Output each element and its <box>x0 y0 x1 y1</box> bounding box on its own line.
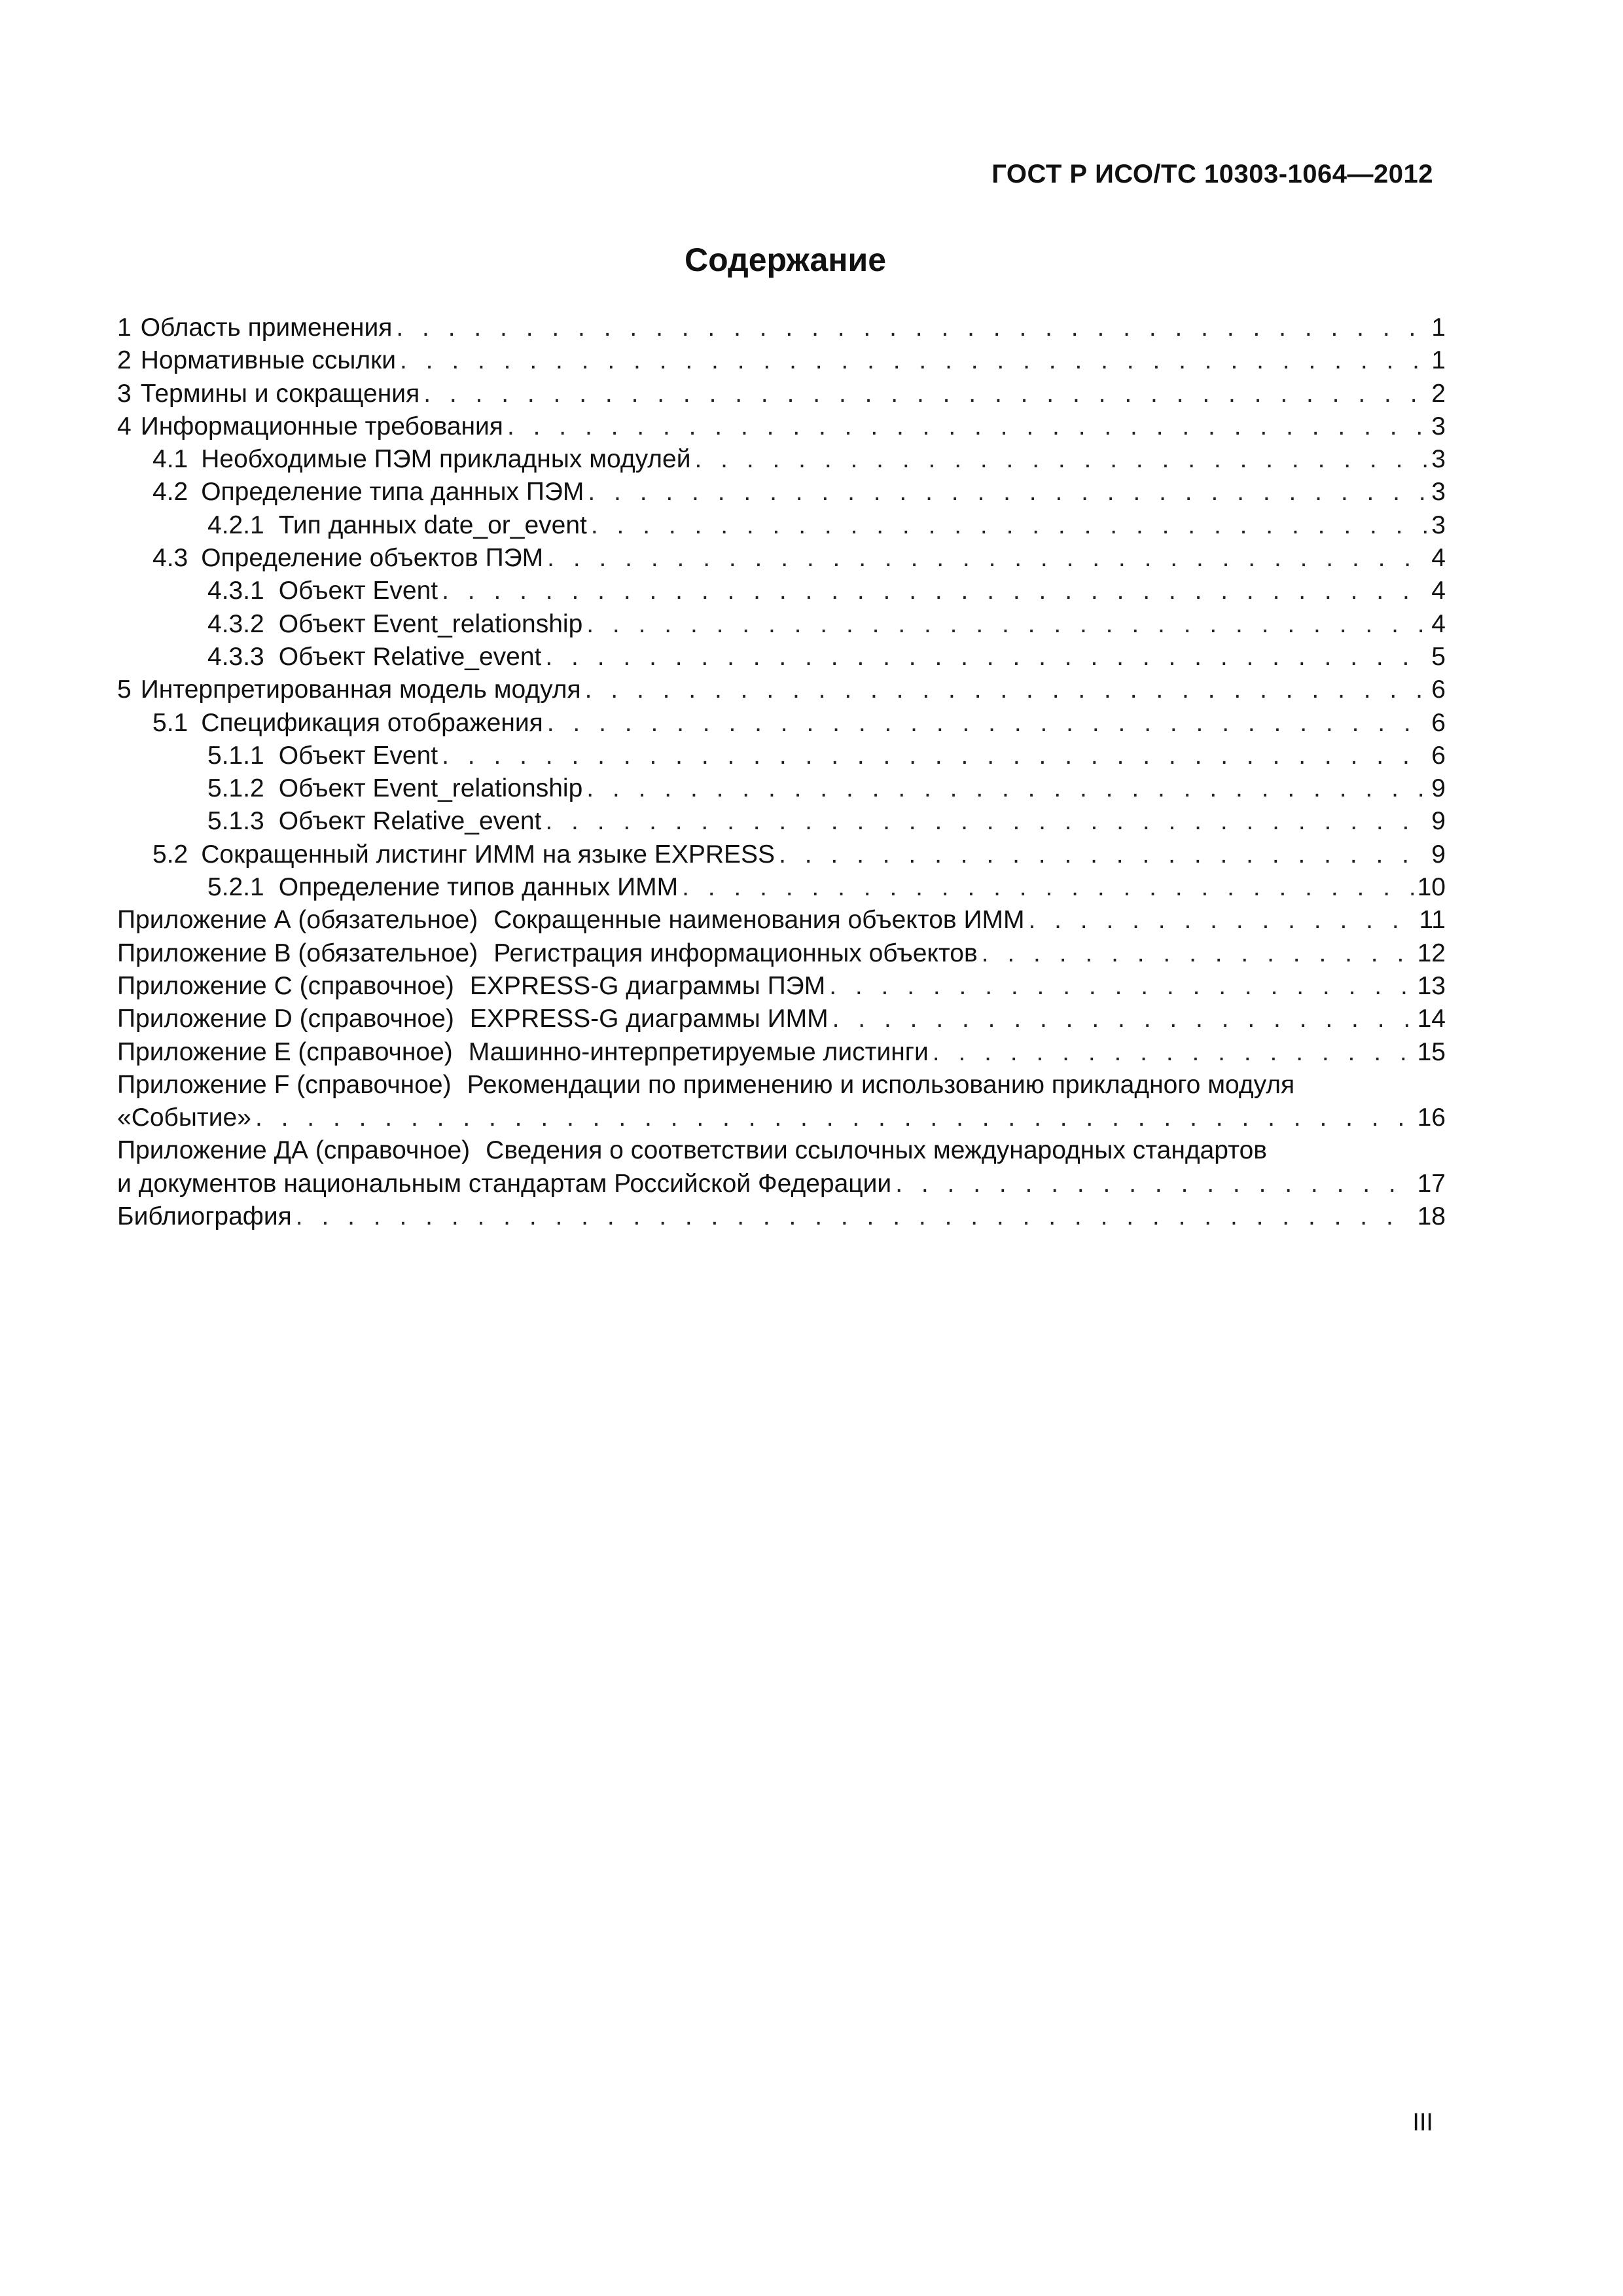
annex-label: Приложение F (справочное) <box>117 1070 452 1099</box>
dot-leader <box>682 871 1414 904</box>
toc-entry-page: 6 <box>1431 675 1446 704</box>
toc-entry-title: Информационные требования <box>140 412 503 440</box>
toc-entry-page: 9 <box>1431 774 1446 803</box>
toc-entry-title: Определение типа данных ПЭМ <box>201 478 584 507</box>
toc-annex <box>117 970 1446 1003</box>
toc-entry-number: 1 <box>117 314 132 342</box>
dot-leader <box>507 410 1427 443</box>
toc-annex-continuation <box>117 1168 1446 1200</box>
annex-page: 15 <box>1417 1037 1446 1066</box>
toc-entry-page: 3 <box>1431 478 1446 507</box>
toc-entry-page: 9 <box>1431 807 1446 836</box>
toc-entry-number: 5.2 <box>152 840 188 869</box>
toc-entry <box>117 443 1446 476</box>
toc-entry-number: 3 <box>117 379 132 408</box>
page-number: III <box>1412 2109 1433 2136</box>
toc-entry-title: Сокращенный листинг ИММ на языке EXPRESS <box>201 840 776 869</box>
toc-entry-number: 4.3 <box>152 544 188 573</box>
toc-entry <box>117 772 1446 805</box>
annex-label: Приложение ДА (справочное) <box>117 1136 471 1165</box>
toc-entry-number: 4.1 <box>152 445 188 474</box>
toc-entry-number: 2 <box>117 346 132 375</box>
dot-leader <box>545 805 1427 838</box>
dot-leader <box>442 575 1427 607</box>
toc-entry-page: 4 <box>1431 609 1446 638</box>
table-of-contents <box>117 312 1446 1233</box>
annex-title: Сокращенные наименования объектов ИММ <box>493 906 1025 935</box>
annex-title: EXPRESS-G диаграммы ИММ <box>469 1005 829 1033</box>
dot-leader <box>547 542 1427 575</box>
toc-entry-title: Область применения <box>140 314 393 342</box>
toc-entry-title: Интерпретированная модель модуля <box>140 675 581 704</box>
toc-entry-title: Тип данных date_or_event <box>278 511 587 539</box>
toc-entry-number: 4.3.2 <box>207 609 264 638</box>
dot-leader <box>694 443 1427 476</box>
toc-entry <box>117 476 1446 509</box>
annex-title-continued: «Событие» <box>117 1103 251 1132</box>
toc-entry-number: 5.2.1 <box>207 873 264 902</box>
toc-entry-number: 5.1.2 <box>207 774 264 803</box>
toc-entry <box>117 378 1446 410</box>
annex-page: 13 <box>1417 971 1446 1000</box>
annex-page: 12 <box>1417 939 1446 967</box>
annex-title: Сведения о соответствии ссылочных международных стандартов <box>486 1136 1267 1165</box>
dot-leader <box>779 838 1427 871</box>
toc-entry <box>117 608 1446 641</box>
toc-entry <box>117 509 1446 542</box>
dot-leader <box>933 1036 1414 1069</box>
toc-entry-number: 4.3.1 <box>207 577 264 605</box>
annex-title: Машинно-интерпретируемые листинги <box>468 1037 929 1066</box>
toc-entry-title: Спецификация отображения <box>201 708 543 737</box>
toc-entry-title: Объект Relative_event <box>278 807 542 836</box>
toc-entry-title: Определение объектов ПЭМ <box>201 544 544 573</box>
toc-entry-number: 4.2 <box>152 478 188 507</box>
toc-annex <box>117 937 1446 970</box>
annex-label: Приложение А (обязательное) <box>117 906 478 935</box>
toc-entry <box>117 740 1446 772</box>
toc-entry-page: 6 <box>1431 741 1446 770</box>
annex-title: Рекомендации по применению и использованию прикладного модуля <box>467 1070 1295 1099</box>
toc-entry <box>117 673 1446 706</box>
dot-leader <box>586 608 1427 641</box>
dot-leader <box>591 509 1427 542</box>
toc-entry-number: 5.1 <box>152 708 188 737</box>
annex-label: Приложение С (справочное) <box>117 971 454 1000</box>
toc-entry <box>117 805 1446 838</box>
toc-entry-page: 1 <box>1431 346 1446 375</box>
dot-leader <box>585 673 1427 706</box>
toc-entry-number: 5.1.3 <box>207 807 264 836</box>
dot-leader <box>255 1102 1414 1134</box>
toc-entry-page: 1 <box>1431 314 1446 342</box>
toc-entry-page: 6 <box>1431 708 1446 737</box>
toc-entry-number: 4 <box>117 412 132 440</box>
toc-entry <box>117 641 1446 673</box>
toc-annex-continuation <box>117 1102 1446 1134</box>
toc-entry-number: 4.3.3 <box>207 642 264 671</box>
toc-title: Содержание <box>684 242 887 278</box>
toc-entry-page: 4 <box>1431 544 1446 573</box>
dot-leader <box>396 312 1427 344</box>
toc-entry-page: 3 <box>1431 412 1446 440</box>
annex-page: 11 <box>1419 906 1446 935</box>
dot-leader <box>982 937 1414 970</box>
bibliography-title: Библиография <box>117 1202 292 1231</box>
toc-entry-page: 3 <box>1431 511 1446 539</box>
annex-label: Приложение Е (справочное) <box>117 1037 453 1066</box>
toc-entry-number: 5 <box>117 675 132 704</box>
dot-leader <box>832 1003 1414 1035</box>
toc-entry-title: Объект Event_relationship <box>278 774 583 803</box>
annex-label: Приложение D (справочное) <box>117 1005 454 1033</box>
toc-annex <box>117 1069 1446 1102</box>
toc-annex <box>117 1036 1446 1069</box>
annex-page: 14 <box>1417 1005 1446 1033</box>
dot-leader <box>586 772 1427 805</box>
toc-entry <box>117 838 1446 871</box>
toc-entry-number: 5.1.1 <box>207 741 264 770</box>
toc-entry <box>117 871 1446 904</box>
dot-leader <box>423 378 1427 410</box>
toc-entry-title: Термины и сокращения <box>140 379 420 408</box>
toc-entry-title: Объект Event_relationship <box>278 609 583 638</box>
dot-leader <box>442 740 1427 772</box>
dot-leader <box>895 1168 1413 1200</box>
dot-leader <box>588 476 1427 509</box>
toc-entry-title: Определение типов данных ИММ <box>278 873 679 902</box>
annex-title: Регистрация информационных объектов <box>493 939 978 967</box>
toc-entry-number: 4.2.1 <box>207 511 264 539</box>
dot-leader <box>400 344 1427 377</box>
dot-leader <box>1028 904 1415 937</box>
toc-entry-title: Необходимые ПЭМ прикладных модулей <box>201 445 691 474</box>
toc-entry <box>117 575 1446 607</box>
toc-entry <box>117 542 1446 575</box>
annex-label: Приложение В (обязательное) <box>117 939 478 967</box>
toc-entry-page: 2 <box>1431 379 1446 408</box>
dot-leader <box>545 641 1427 673</box>
annex-title-continued: и документов национальным стандартам Российской Федерации <box>117 1169 892 1198</box>
toc-annex <box>117 904 1446 937</box>
toc-bibliography <box>117 1200 1446 1233</box>
toc-entry-page: 5 <box>1431 642 1446 671</box>
dot-leader <box>296 1200 1414 1233</box>
toc-entry <box>117 344 1446 377</box>
toc-entry-page: 3 <box>1431 445 1446 474</box>
toc-entry-title: Объект Relative_event <box>278 642 542 671</box>
document-code: ГОСТ Р ИСО/ТС 10303-1064—2012 <box>991 160 1433 188</box>
annex-page: 17 <box>1417 1169 1446 1198</box>
toc-entry-title: Объект Event <box>278 741 438 770</box>
toc-entry-title: Объект Event <box>278 577 438 605</box>
toc-entry-page: 10 <box>1417 873 1446 902</box>
toc-entry-title: Нормативные ссылки <box>140 346 396 375</box>
toc-entry-page: 9 <box>1431 840 1446 869</box>
annex-page: 16 <box>1417 1103 1446 1132</box>
annex-title: EXPRESS-G диаграммы ПЭМ <box>469 971 826 1000</box>
toc-entry <box>117 707 1446 740</box>
toc-entry <box>117 410 1446 443</box>
bibliography-page: 18 <box>1417 1202 1446 1231</box>
dot-leader <box>829 970 1413 1003</box>
toc-entry-page: 4 <box>1431 577 1446 605</box>
toc-entry <box>117 312 1446 344</box>
dot-leader <box>547 707 1427 740</box>
toc-annex <box>117 1003 1446 1035</box>
toc-annex <box>117 1134 1446 1167</box>
